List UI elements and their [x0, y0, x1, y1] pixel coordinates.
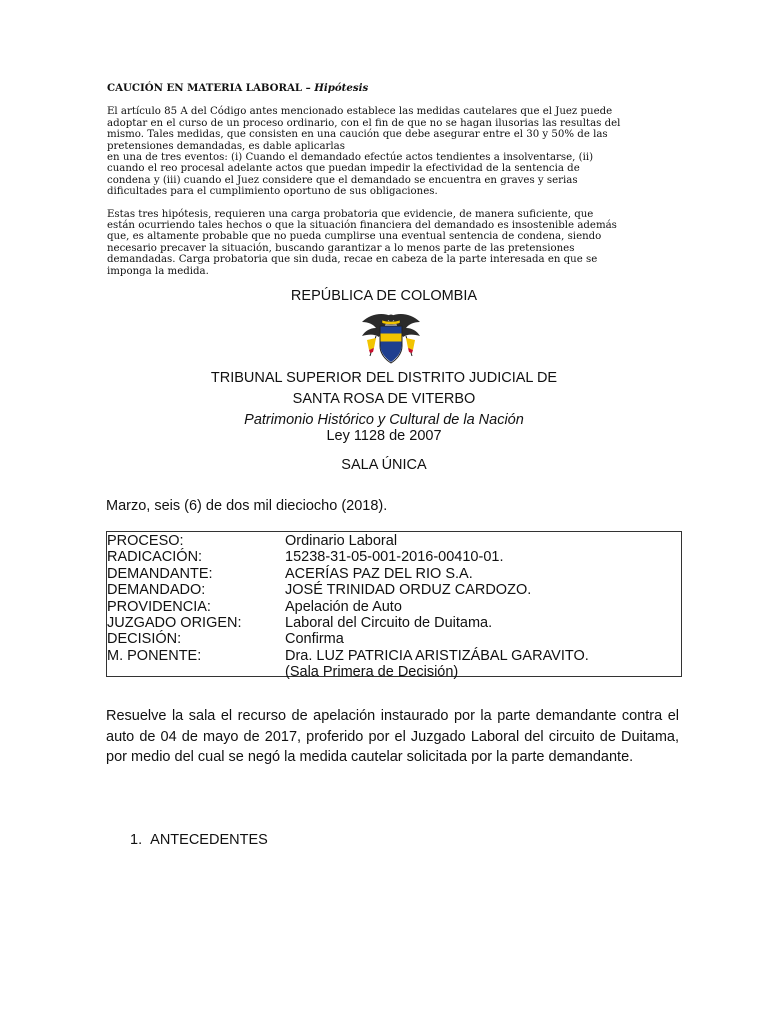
case-info-value: Confirma — [285, 631, 344, 648]
text-line: Estas tres hipótesis, requieren una carga probatoria que evidencie, de manera suficiente, que — [107, 208, 594, 220]
header-title — [107, 83, 679, 94]
case-info-value: 15238-31-05-001-2016-00410-01. — [285, 549, 504, 566]
tribunal-line-1: TRIBUNAL SUPERIOR DEL DISTRITO JUDICIAL DE — [210, 370, 558, 386]
case-info-row — [107, 631, 681, 647]
case-info-value: ACERÍAS PAZ DEL RIO S.A. — [285, 565, 473, 582]
text-line: condena y (iii) cuando el Juez considere que el demandado se encuentra en graves y serias — [107, 174, 578, 186]
case-info-label: PROVIDENCIA: — [107, 598, 211, 615]
text-line: dificultades para el cumplimiento oportuno de sus obligaciones. — [107, 186, 438, 198]
text-line: que, es altamente probable que no pueda cumplirse una eventual sentencia de condena, siendo — [107, 231, 602, 243]
case-info-box — [106, 531, 682, 681]
case-info-label: JUZGADO ORIGEN: — [107, 614, 242, 631]
country-heading: REPÚBLICA DE COLOMBIA — [290, 288, 478, 304]
chamber-heading: SALA ÚNICA — [341, 457, 427, 473]
case-info-value: JOSÉ TRINIDAD ORDUZ CARDOZO. — [285, 582, 532, 599]
case-info-row — [107, 648, 681, 664]
case-info-label — [107, 664, 285, 680]
section-heading — [130, 832, 268, 848]
case-info-label: DEMANDANTE: — [107, 565, 213, 582]
header-title-main: CAUCIÓN EN MATERIA LABORAL – — [107, 82, 315, 94]
text-line: están ocurriendo tales hechos o que la situación financiera del demandado es insostenible además — [107, 220, 617, 232]
case-info-label: DEMANDADO: — [107, 582, 206, 599]
header-paragraph-2 — [107, 209, 679, 277]
case-info-row — [107, 664, 681, 680]
header-block — [107, 83, 679, 277]
text-line: adoptar en el curso de un proceso ordinario, con el fin de que no se hagan ilusorias las resultas del — [107, 117, 621, 129]
tribunal-line-2: SANTA ROSA DE VITERBO — [292, 391, 476, 407]
case-info-row — [107, 533, 681, 549]
case-info-label: RADICACIÓN: — [107, 549, 203, 566]
header-title-italic: Hipótesis — [314, 82, 369, 94]
section-number: 1. — [130, 832, 143, 848]
text-line: necesario precaver la situación, buscando garantizar a lo menos parte de las pretensiones — [107, 242, 575, 254]
case-info-label: M. PONENTE: — [107, 647, 202, 664]
case-info-label: DECISIÓN: — [107, 631, 182, 648]
case-info-value: Laboral del Circuito de Duitama. — [285, 614, 493, 631]
case-info-row — [107, 615, 681, 631]
case-info-row — [107, 582, 681, 598]
decision-date: Marzo, seis (6) de dos mil dieciocho (2018). — [106, 498, 388, 514]
text-line: imponga la medida. — [107, 265, 209, 277]
law-line: Ley 1128 de 2007 — [326, 428, 442, 444]
section-title: ANTECEDENTES — [150, 832, 268, 848]
case-info-value: Apelación de Auto — [285, 598, 402, 615]
resolution-paragraph: Resuelve la sala el recurso de apelación instaurado por la parte demandante contra el auto de 04 de mayo de 2017, proferido por el Juzgado Laboral del circuito de Duitama, por medio del cual se negó la medida cautelar solicitada por la parte demandante. — [106, 708, 679, 765]
coat-of-arms-icon — [356, 310, 426, 366]
text-line: pretensiones demandadas, es dable aplicarlas — [107, 140, 345, 152]
heritage-line: Patrimonio Histórico y Cultural de la Nación — [244, 412, 524, 428]
case-info-row — [107, 599, 681, 615]
text-line: El artículo 85 A del Código antes mencionado establece las medidas cautelares que el Juez puede — [107, 106, 613, 118]
case-info-row — [107, 549, 681, 565]
case-info-row — [107, 566, 681, 582]
text-line: mismo. Tales medidas, que consisten en una caución que debe asegurar entre el 30 y 50% de las — [107, 129, 608, 141]
text-line: demandadas. Carga probatoria que sin duda, recae en cabeza de la parte interesada en que se — [107, 254, 598, 266]
case-info-value: Dra. LUZ PATRICIA ARISTIZÁBAL GARAVITO. — [285, 647, 589, 664]
case-info-value: Ordinario Laboral — [285, 533, 398, 549]
text-line: en una de tres eventos: (i) Cuando el demandado efectúe actos tendientes a insolventarse, (ii) — [107, 152, 594, 164]
case-info-label: PROCESO: — [107, 533, 184, 549]
text-line: cuando el reo procesal adelante actos que puedan impedir la efectividad de la sentencia de — [107, 163, 580, 175]
header-paragraph-1 — [107, 106, 679, 197]
case-info-value: (Sala Primera de Decisión) — [285, 664, 459, 681]
